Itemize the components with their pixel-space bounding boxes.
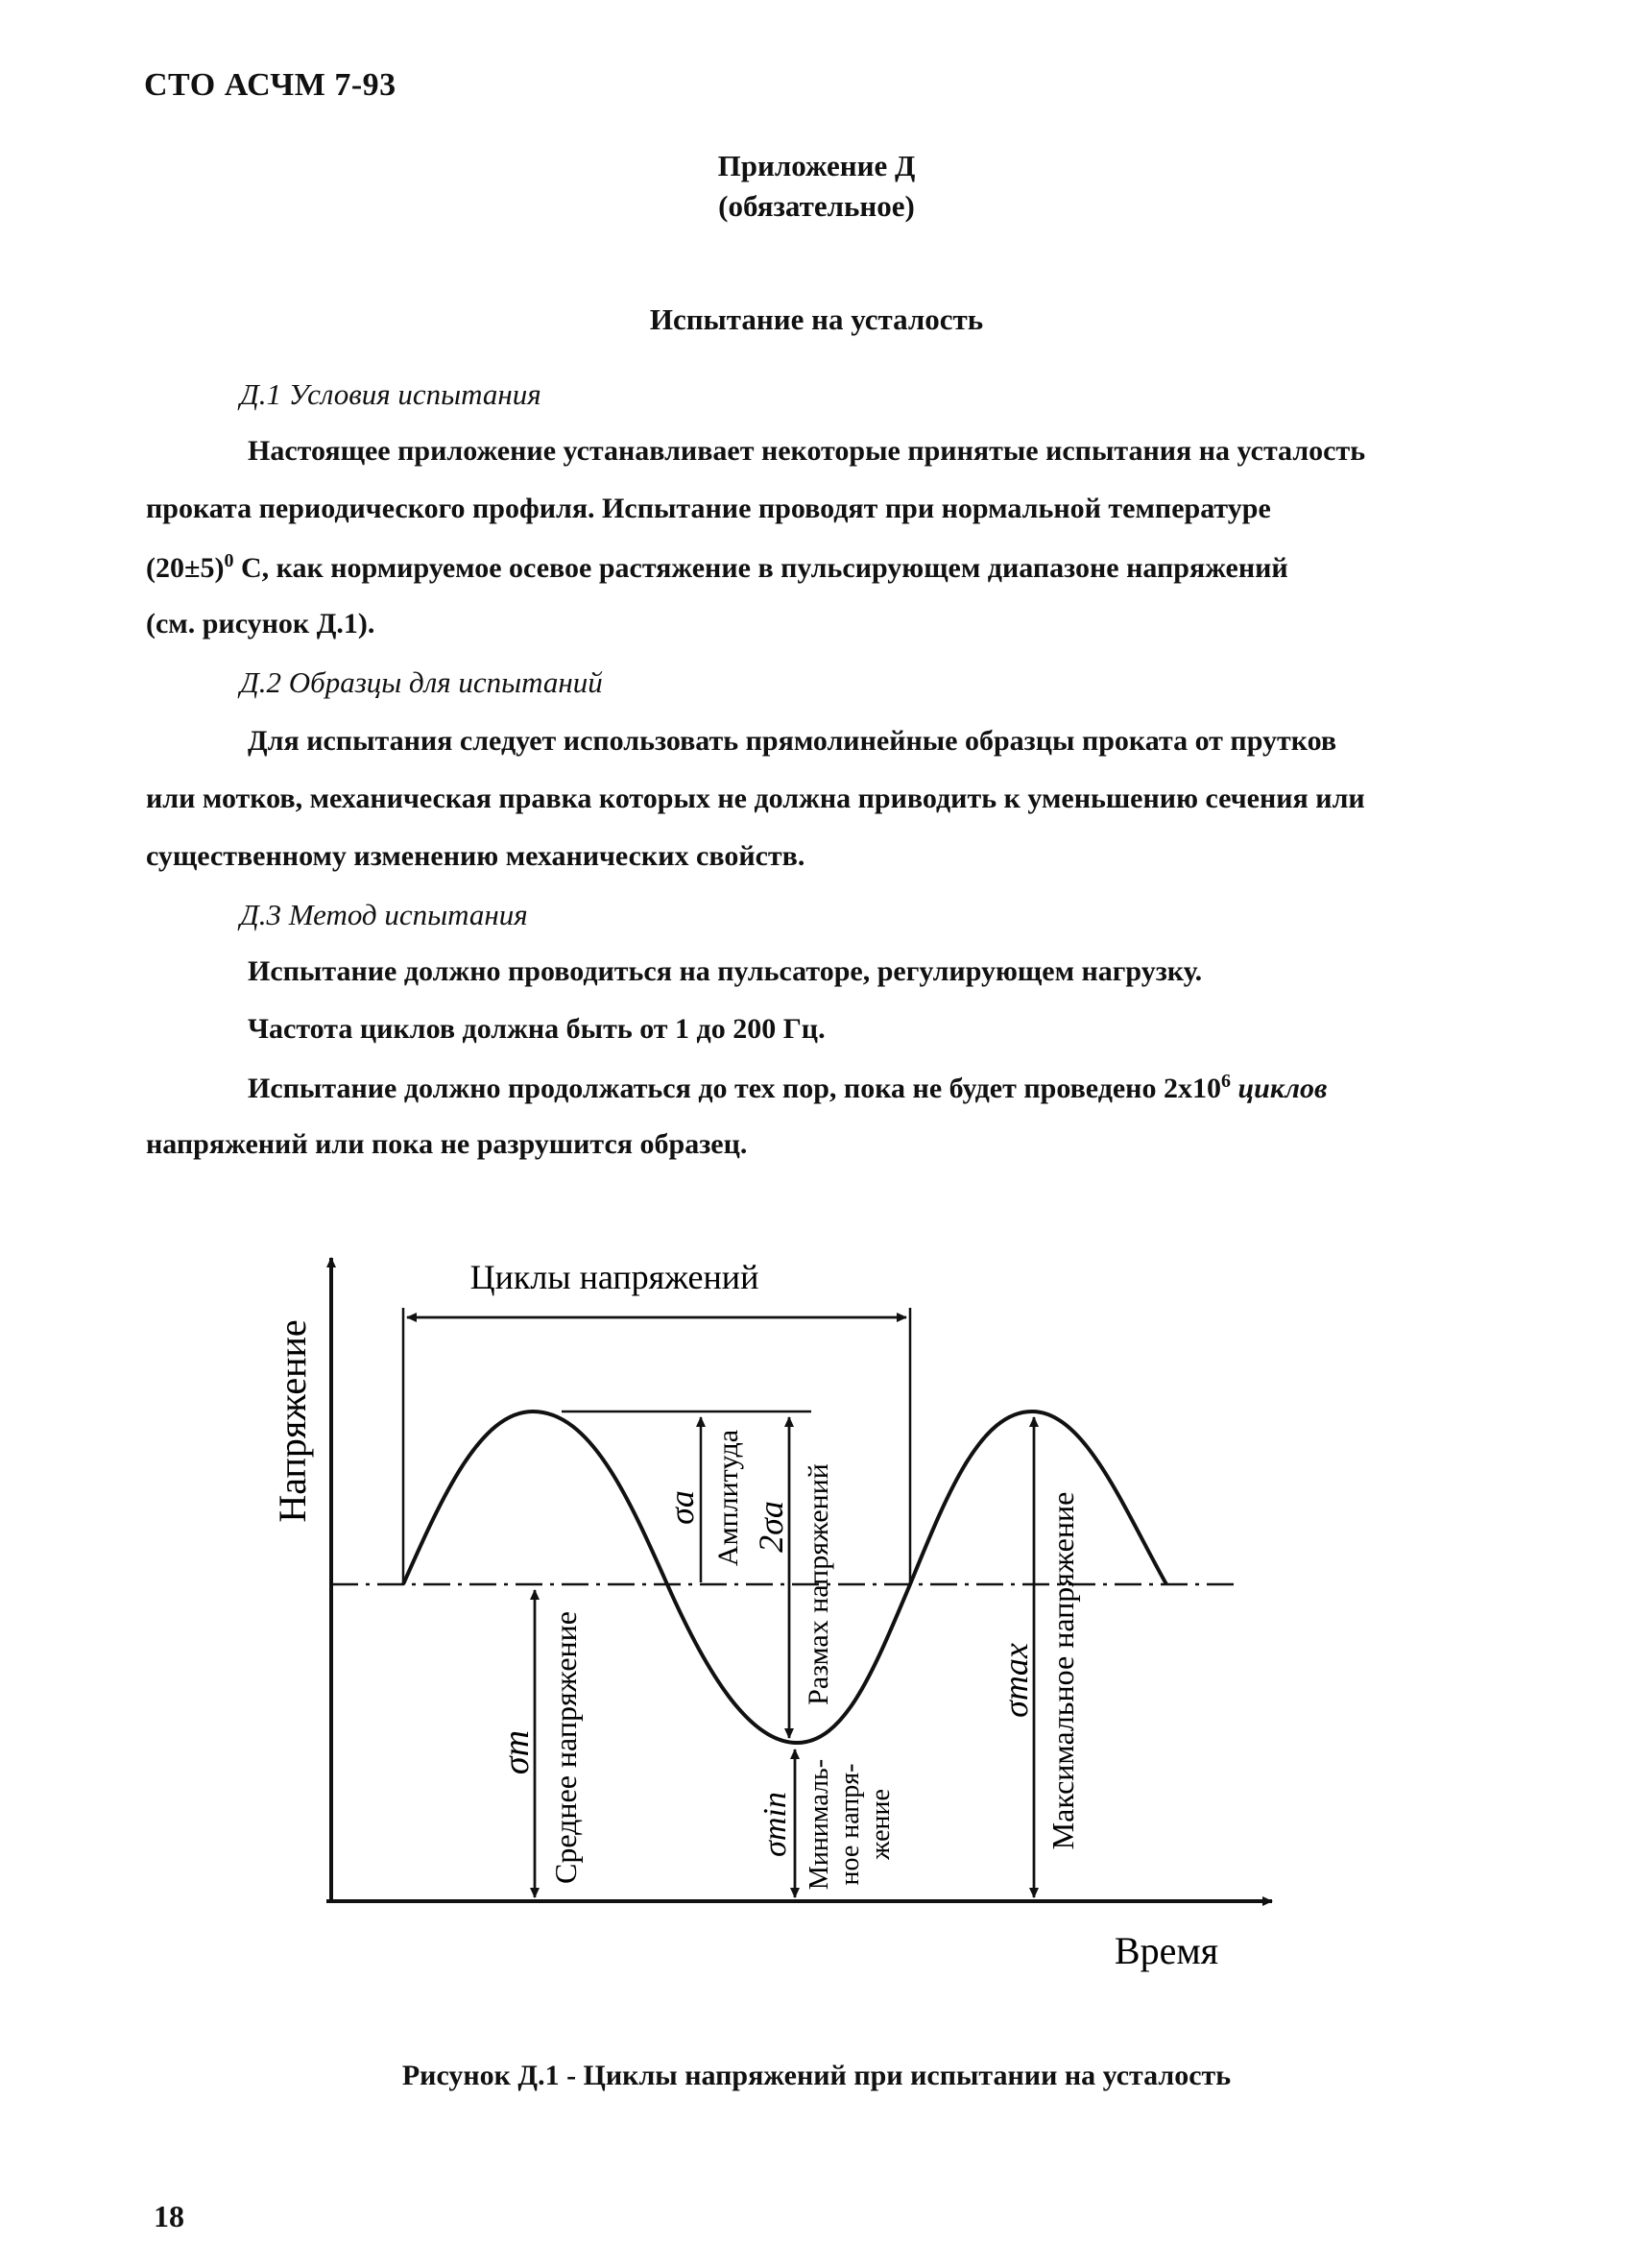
d2-line-2: или мотков, механическая правка которых не должна приводить к уменьшению сечения или — [146, 783, 1365, 814]
d2-line-3: существенному изменению механических свойств. — [146, 840, 805, 872]
range-label: Размах напряжений — [803, 1463, 834, 1705]
d1-heading: Д.1 Условия испытания — [240, 377, 541, 411]
x-axis-label: Время — [1114, 1929, 1219, 1972]
stress-cycle-figure — [0, 1219, 1633, 1988]
min-label-1: Минималь- — [804, 1758, 834, 1891]
min-label-2: ное напря- — [835, 1763, 865, 1886]
d2-heading: Д.2 Образцы для испытаний — [240, 665, 603, 699]
amplitude-symbol: σa — [662, 1490, 701, 1525]
max-label: Максимальное напряжение — [1045, 1491, 1080, 1850]
d1-line-4: (см. рисунок Д.1). — [146, 608, 375, 639]
d2-line-1: Для испытания следует использовать прямолинейные образцы проката от прутков — [248, 725, 1337, 757]
d1-line-2: проката периодического профиля. Испытание проводят при нормальной температуре — [146, 493, 1271, 524]
d1-line-3: $(20\pm 5)^0$ С, как нормируемое осевое растяжение в пульсирующем диапазоне напряжений — [146, 550, 1288, 584]
d3-line-2: Частота циклов должна быть от 1 до 200 Гц. — [248, 1013, 826, 1045]
range-symbol: 2σa — [752, 1501, 790, 1553]
section-title: Испытание на усталость — [649, 302, 984, 336]
d3-line-4: напряжений или пока не разрушится образец. — [146, 1128, 748, 1160]
d1-line-1: Настоящее приложение устанавливает некоторые принятые испытания на усталость — [248, 435, 1366, 467]
d3-line-1: Испытание должно проводиться на пульсаторе, регулирующем нагрузку. — [248, 955, 1203, 987]
d3-line-3: Испытание должно продолжаться до тех пор, пока не будет проведено $2x10^6$ циклов — [248, 1071, 1328, 1104]
mean-symbol: σm — [496, 1729, 537, 1775]
cycles-label: Циклы напряжений — [469, 1258, 759, 1296]
document-id: СТО АСЧМ 7-93 — [144, 67, 396, 103]
figure-caption: Рисунок Д.1 - Циклы напряжений при испытании на усталость — [401, 2060, 1232, 2091]
appendix-title: Приложение Д — [717, 149, 916, 182]
appendix-status: (обязательное) — [718, 189, 915, 223]
d3-heading: Д.3 Метод испытания — [240, 898, 528, 931]
amplitude-label: Амплитуда — [712, 1429, 744, 1567]
min-symbol: σmin — [757, 1792, 793, 1857]
page-number: 18 — [154, 2199, 184, 2233]
mean-label: Среднее напряжение — [548, 1610, 583, 1885]
min-label-3: жение — [866, 1789, 896, 1860]
max-symbol: σmax — [997, 1643, 1035, 1718]
y-axis-label: Напряжение — [271, 1319, 314, 1523]
